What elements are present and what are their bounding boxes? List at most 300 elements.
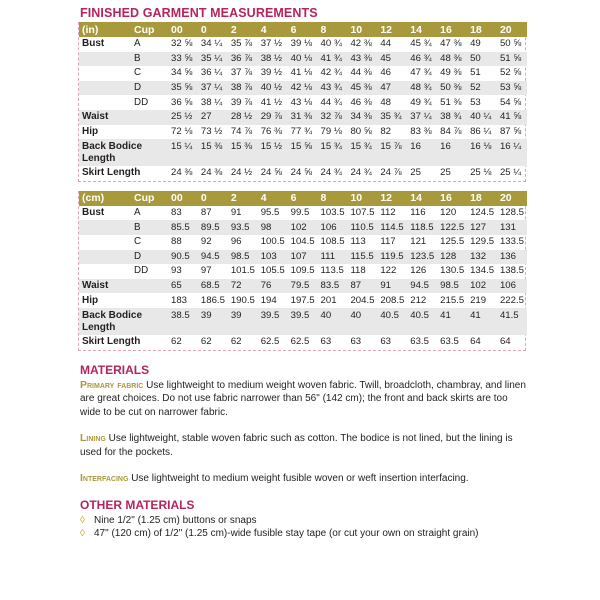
measurement-cell: 62 — [200, 336, 212, 348]
measurement-cell: 50 — [467, 52, 497, 67]
measurement-cell: 122 — [380, 265, 397, 277]
measurement-cell: 194 — [260, 294, 277, 306]
row-label-text: Back Bodice Length — [82, 309, 143, 333]
row-label — [79, 264, 131, 279]
row-label: Skirt Length — [82, 167, 141, 179]
measurement-cell: 72 — [228, 279, 258, 294]
row-label: Bust — [82, 38, 105, 50]
measurement-cell: 38.5 — [168, 308, 198, 335]
measurement-cell: 111 — [318, 250, 348, 265]
measurement-cell: 105.5 — [260, 265, 285, 277]
measurement-cell: 76 ⅜ — [260, 125, 283, 137]
measurement-cell: 49 ¾ — [410, 96, 432, 108]
measurement-cell: 136 — [497, 250, 527, 265]
measurement-cell: 46 — [380, 67, 392, 79]
cup-size: D — [131, 81, 168, 96]
measurement-cell: 219 — [470, 294, 487, 306]
measurement-cell: 94.5 — [407, 279, 437, 294]
measurement-cell: 204.5 — [350, 294, 375, 306]
measurement-cell: 46 ⅜ — [350, 96, 372, 108]
material-paragraph — [80, 432, 526, 459]
measurement-cell: 45 — [377, 52, 407, 67]
measurement-cell: 15 ⅞ — [377, 139, 407, 166]
row-label — [79, 235, 131, 250]
measurement-cell: 123.5 — [407, 250, 437, 265]
measurement-cell: 85.5 — [168, 220, 198, 235]
measurement-cell: 104.5 — [290, 236, 315, 248]
measurement-cell: 79 ⅛ — [320, 125, 342, 137]
measurement-cell: 40.5 — [407, 308, 437, 335]
measurement-cell: 40 ½ — [258, 81, 288, 96]
measurement-cell: 122.5 — [437, 220, 467, 235]
measurement-cell: 39 ⅞ — [230, 96, 253, 108]
measurement-row — [79, 125, 527, 140]
cup-size: D — [131, 250, 168, 265]
cup-size: DD — [134, 265, 149, 277]
other-material-item — [80, 527, 526, 541]
size-header: 2 — [228, 22, 258, 37]
measurement-row — [79, 166, 527, 181]
measurement-cell: 43 ¾ — [318, 81, 348, 96]
measurement-cell: 45 ¾ — [410, 38, 432, 50]
measurement-cell: 27 — [198, 110, 228, 125]
other-material-item — [80, 514, 526, 528]
measurement-cell: 35 ¾ — [377, 110, 407, 125]
size-header: 12 — [377, 22, 407, 37]
measurement-cell: 44 — [380, 38, 392, 50]
measurement-cell: 50 ⅜ — [437, 81, 467, 96]
measurement-cell: 54 ⅝ — [499, 96, 522, 108]
material-label: Primary fabric — [80, 378, 144, 391]
measurement-cell: 31 ⅜ — [288, 110, 318, 125]
measurement-cell: 40 — [347, 308, 377, 335]
measurement-cell: 16 ¼ — [497, 139, 527, 166]
bust-row — [79, 220, 527, 235]
measurement-cell: 39 ½ — [260, 67, 283, 79]
size-header: 18 — [467, 191, 497, 206]
measurement-cell: 37 ½ — [260, 38, 283, 50]
measurement-cell: 46 ¾ — [407, 52, 437, 67]
header-row — [79, 22, 527, 37]
measurement-cell: 39 — [198, 308, 228, 335]
measurement-cell: 119.5 — [377, 250, 407, 265]
measurement-cell: 28 ½ — [228, 110, 258, 125]
measurement-cell: 38 ¼ — [200, 96, 223, 108]
measurement-cell: 34 ⅜ — [347, 110, 377, 125]
size-header: 12 — [377, 191, 407, 206]
measurement-cell: 38 ½ — [258, 52, 288, 67]
measurement-cell: 132 — [467, 250, 497, 265]
size-header: 00 — [168, 191, 198, 206]
measurement-cell: 29 ⅞ — [258, 110, 288, 125]
measurement-cell: 64 — [470, 336, 481, 348]
measurement-cell: 48 ¾ — [407, 81, 437, 96]
measurement-cell: 131 — [497, 220, 527, 235]
measurement-cell: 25 ¼ — [499, 167, 522, 179]
bust-row — [79, 37, 527, 52]
measurement-cell: 64 — [499, 336, 511, 348]
measurement-cell: 24 ½ — [230, 167, 253, 179]
measurement-cell: 73 ½ — [200, 125, 223, 137]
measurement-cell: 35 ⅝ — [168, 81, 198, 96]
bust-row — [79, 250, 527, 265]
measurement-cell: 24 ⅞ — [380, 167, 402, 179]
measurement-cell: 50 ⅝ — [499, 38, 522, 50]
measurement-cell: 212 — [410, 294, 427, 306]
measurement-cell: 39 — [228, 308, 258, 335]
measurement-cell: 82 — [380, 125, 392, 137]
measurement-cell: 183 — [171, 294, 188, 306]
bust-row — [79, 235, 527, 250]
size-header: 18 — [467, 22, 497, 37]
bust-row — [79, 52, 527, 67]
cup-size: C — [134, 236, 142, 248]
bust-row — [79, 66, 527, 81]
diamond-bullet-icon: ◊ — [80, 528, 85, 539]
cup-size: A — [134, 38, 141, 50]
measurement-cell: 24 ¾ — [320, 167, 342, 179]
size-header: 14 — [407, 22, 437, 37]
measurement-cell: 99.5 — [290, 207, 310, 219]
measurement-cell: 32 ⅞ — [318, 110, 348, 125]
measurement-cell: 86 ¼ — [470, 125, 492, 137]
cup-size: DD — [134, 96, 149, 108]
size-header: 10 — [347, 191, 377, 206]
measurement-cell: 41 ⅝ — [497, 110, 527, 125]
measurement-cell: 103 — [258, 250, 288, 265]
measurement-cell: 128 — [437, 250, 467, 265]
measurement-cell: 63 — [320, 336, 332, 348]
measurement-cell: 98 — [258, 220, 288, 235]
measurement-cell: 43 ⅛ — [290, 96, 312, 108]
measurement-cell: 222.5 — [499, 294, 524, 306]
measurement-cell: 72 ⅛ — [171, 125, 193, 137]
measurement-cell: 74 ⅞ — [230, 125, 253, 137]
measurement-cell: 107 — [288, 250, 318, 265]
bust-row — [79, 206, 527, 221]
measurement-cell: 41.5 — [497, 308, 527, 335]
measurement-cell: 36 ⅞ — [228, 52, 258, 67]
measurement-cell: 63 — [350, 336, 362, 348]
measurement-cell: 83 — [171, 207, 182, 219]
measurement-cell: 15 ⅜ — [198, 139, 228, 166]
measurement-cell: 24 ⅝ — [260, 167, 283, 179]
page-title: FINISHED GARMENT MEASUREMENTS — [80, 6, 318, 20]
measurement-cell: 101.5 — [230, 265, 255, 277]
size-header: 2 — [228, 191, 258, 206]
measurement-cell: 208.5 — [380, 294, 405, 306]
document-page — [78, 6, 526, 541]
measurement-cell: 130.5 — [440, 265, 465, 277]
measurement-cell: 34 ⅝ — [171, 67, 193, 79]
measurement-cell: 32 ⅝ — [171, 38, 193, 50]
measurement-cell: 83.5 — [318, 279, 348, 294]
measurement-cell: 53 ⅝ — [497, 81, 527, 96]
measurement-cell: 106 — [497, 279, 527, 294]
size-header: 20 — [497, 22, 527, 37]
row-label — [79, 250, 131, 265]
measurement-cell: 134.5 — [470, 265, 495, 277]
material-text: Use lightweight to medium weight fusible woven or weft insertion interfacing. — [128, 473, 469, 484]
measurement-cell: 186.5 — [200, 294, 225, 306]
measurement-row — [79, 279, 527, 294]
measurement-cell: 52 ⅝ — [499, 67, 522, 79]
measurement-cell: 44 ¾ — [320, 96, 342, 108]
row-label: Waist — [79, 110, 168, 125]
measurement-cell: 16 — [437, 139, 467, 166]
measurement-cell: 15 ¼ — [168, 139, 198, 166]
row-label — [79, 308, 168, 335]
measurement-cell: 37 ⅞ — [230, 67, 253, 79]
measurement-cell: 80 ⅝ — [350, 125, 372, 137]
measurement-cell: 47 ⅜ — [440, 38, 462, 50]
measurement-cell: 37 ¼ — [407, 110, 437, 125]
header-row — [79, 191, 527, 206]
measurement-cell: 25 — [410, 167, 421, 179]
measurement-cell: 114.5 — [377, 220, 407, 235]
measurement-cell: 77 ¾ — [290, 125, 312, 137]
measurement-cell: 62.5 — [290, 336, 310, 348]
measurement-cell: 102 — [288, 220, 318, 235]
measurement-cell: 24 ⅜ — [171, 167, 193, 179]
measurement-cell: 51 ⅜ — [440, 96, 462, 108]
measurement-cell: 102 — [467, 279, 497, 294]
measurement-cell: 92 — [200, 236, 212, 248]
measurement-cell: 133.5 — [499, 236, 524, 248]
measurement-cell: 15 ¾ — [347, 139, 377, 166]
measurement-cell: 79.5 — [288, 279, 318, 294]
measurement-cell: 40 — [318, 308, 348, 335]
measurement-cell: 68.5 — [198, 279, 228, 294]
size-header: 6 — [288, 191, 318, 206]
size-header: 8 — [318, 191, 348, 206]
measurement-cell: 49 — [470, 38, 481, 50]
measurement-cell: 112 — [380, 207, 396, 219]
other-materials-list — [78, 514, 526, 541]
measurement-cell: 65 — [168, 279, 198, 294]
measurement-cell: 125.5 — [440, 236, 465, 248]
measurement-cell: 106 — [318, 220, 348, 235]
measurement-row — [79, 139, 527, 166]
measurement-row — [79, 335, 527, 350]
size-header: 4 — [258, 191, 288, 206]
material-label: Interfacing — [80, 472, 129, 484]
measurement-cell: 201 — [320, 294, 337, 306]
size-header: 0 — [198, 191, 228, 206]
measurement-cell: 116 — [410, 207, 426, 219]
row-label: Hip — [82, 294, 99, 306]
measurement-cell: 42 ⅛ — [288, 81, 318, 96]
measurement-cell: 41 — [467, 308, 497, 335]
measurement-cell: 118.5 — [407, 220, 437, 235]
row-label: Bust — [82, 207, 105, 219]
measurement-cell: 98.5 — [437, 279, 467, 294]
measurement-cell: 25 — [440, 167, 451, 179]
bust-row — [79, 95, 527, 110]
materials-list — [78, 379, 526, 486]
size-header: 16 — [437, 22, 467, 37]
inch-table-wrapper — [78, 22, 526, 182]
material-label: Lining — [80, 432, 106, 444]
measurement-cell: 63.5 — [440, 336, 459, 348]
unit-label: (cm) — [79, 191, 131, 206]
measurement-cell: 25 ⅛ — [470, 167, 492, 179]
measurement-cell: 103.5 — [320, 207, 345, 219]
measurement-cell: 41 ⅛ — [290, 67, 312, 79]
measurement-cell: 110.5 — [347, 220, 377, 235]
measurement-cell: 15 ⅝ — [288, 139, 318, 166]
size-header: 16 — [437, 191, 467, 206]
measurement-cell: 53 — [470, 96, 481, 108]
measurement-cell: 115.5 — [347, 250, 377, 265]
measurement-cell: 63 — [380, 336, 392, 348]
measurement-row — [79, 293, 527, 308]
measurement-cell: 25 ½ — [168, 110, 198, 125]
measurement-cell: 128.5 — [499, 207, 524, 219]
measurement-cell: 62.5 — [260, 336, 280, 348]
measurement-cell: 51 ⅝ — [497, 52, 527, 67]
measurement-cell: 41 ½ — [260, 96, 283, 108]
measurement-cell: 109.5 — [290, 265, 315, 277]
measurement-cell: 40.5 — [377, 308, 407, 335]
measurement-cell: 38 ⅞ — [228, 81, 258, 96]
measurement-cell: 121 — [410, 236, 427, 248]
measurement-cell: 124.5 — [470, 207, 495, 219]
measurement-cell: 15 ⅜ — [228, 139, 258, 166]
cm-measurements-table — [79, 191, 527, 350]
cup-size: B — [131, 52, 168, 67]
material-paragraph — [80, 472, 526, 486]
measurement-cell: 24 ⅝ — [290, 167, 312, 179]
measurement-cell: 40 ⅛ — [288, 52, 318, 67]
row-label: Skirt Length — [82, 336, 141, 348]
measurement-cell: 40 ¾ — [320, 38, 342, 50]
measurement-cell: 62 — [230, 336, 242, 348]
cup-size: C — [134, 67, 142, 79]
cup-header: Cup — [131, 191, 168, 206]
inch-measurements-table — [79, 22, 527, 181]
other-materials-heading: OTHER MATERIALS — [80, 497, 195, 512]
measurement-cell: 47 ¾ — [410, 67, 432, 79]
measurement-cell: 43 ⅜ — [347, 52, 377, 67]
measurement-cell: 113.5 — [320, 265, 344, 277]
measurement-cell: 120 — [440, 207, 457, 219]
row-label — [79, 52, 131, 67]
measurement-cell: 127 — [467, 220, 497, 235]
measurement-cell: 118 — [350, 265, 366, 277]
measurement-cell: 35 ⅞ — [230, 38, 253, 50]
measurement-cell: 95.5 — [260, 207, 280, 219]
measurement-cell: 215.5 — [440, 294, 465, 306]
measurement-cell: 16 — [407, 139, 437, 166]
measurement-cell: 38 ¾ — [437, 110, 467, 125]
measurement-cell: 84 ⅞ — [440, 125, 462, 137]
other-material-text: 47" (120 cm) of 1/2" (1.25 cm)-wide fusible stay tape (or cut your own on straight grain) — [94, 528, 479, 539]
size-header: 6 — [288, 22, 318, 37]
size-header: 14 — [407, 191, 437, 206]
measurement-cell: 87 — [200, 207, 212, 219]
measurement-cell: 91 — [377, 279, 407, 294]
row-label — [79, 220, 131, 235]
material-text: Use lightweight, stable woven fabric such as cotton. The bodice is not lined, but the lining is used for the pockets. — [80, 433, 513, 458]
cup-header: Cup — [131, 22, 168, 37]
size-header: 20 — [497, 191, 527, 206]
measurement-cell: 126 — [410, 265, 427, 277]
unit-label: (in) — [79, 22, 131, 37]
size-header: 8 — [318, 22, 348, 37]
measurement-cell: 108.5 — [320, 236, 345, 248]
measurement-cell: 36 ¼ — [200, 67, 223, 79]
measurement-cell: 40 ¼ — [467, 110, 497, 125]
measurement-cell: 39.5 — [258, 308, 288, 335]
measurement-cell: 62 — [171, 336, 182, 348]
measurement-cell: 98.5 — [228, 250, 258, 265]
row-label-text: Back Bodice Length — [82, 141, 143, 165]
row-label: Waist — [79, 279, 168, 294]
measurement-cell: 100.5 — [260, 236, 285, 248]
measurement-cell: 113 — [350, 236, 366, 248]
measurement-cell: 36 ⅝ — [171, 96, 193, 108]
measurement-cell: 15 ¾ — [318, 139, 348, 166]
measurement-cell: 96 — [230, 236, 242, 248]
measurement-cell: 37 ¼ — [198, 81, 228, 96]
measurement-cell: 83 ⅜ — [410, 125, 432, 137]
measurement-cell: 33 ⅝ — [168, 52, 198, 67]
row-label — [79, 95, 131, 110]
size-header: 0 — [198, 22, 228, 37]
measurement-cell: 34 ¼ — [200, 38, 223, 50]
row-label — [79, 66, 131, 81]
measurement-cell: 39.5 — [288, 308, 318, 335]
size-header: 4 — [258, 22, 288, 37]
measurement-cell: 87 — [347, 279, 377, 294]
measurement-cell: 97 — [200, 265, 212, 277]
measurement-cell: 129.5 — [470, 236, 495, 248]
measurement-cell: 93 — [171, 265, 182, 277]
measurement-cell: 190.5 — [230, 294, 255, 306]
measurement-cell: 24 ¾ — [350, 167, 372, 179]
size-header: 00 — [168, 22, 198, 37]
measurement-row — [79, 308, 527, 335]
materials-heading: MATERIALS — [80, 362, 150, 377]
measurement-cell: 93.5 — [228, 220, 258, 235]
bust-row — [79, 81, 527, 96]
measurement-cell: 138.5 — [499, 265, 524, 277]
cm-table-wrapper — [78, 191, 526, 351]
measurement-cell: 52 — [467, 81, 497, 96]
measurement-cell: 24 ⅜ — [200, 167, 223, 179]
row-label — [79, 81, 131, 96]
measurement-cell: 44 ⅜ — [350, 67, 372, 79]
bust-row — [79, 264, 527, 279]
measurement-row — [79, 110, 527, 125]
measurement-cell: 16 ⅛ — [467, 139, 497, 166]
measurement-cell: 47 — [377, 81, 407, 96]
measurement-cell: 89.5 — [198, 220, 228, 235]
row-label — [79, 139, 168, 166]
other-material-text: Nine 1/2" (1.25 cm) buttons or snaps — [94, 514, 257, 526]
measurement-cell: 88 — [171, 236, 182, 248]
size-header: 10 — [347, 22, 377, 37]
measurement-cell: 90.5 — [168, 250, 198, 265]
measurement-cell: 42 ¾ — [320, 67, 342, 79]
measurement-cell: 48 — [380, 96, 392, 108]
measurement-cell: 45 ⅜ — [347, 81, 377, 96]
measurement-cell: 94.5 — [198, 250, 228, 265]
row-label: Hip — [82, 125, 99, 137]
measurement-cell: 41 ¾ — [318, 52, 348, 67]
measurement-cell: 49 ⅜ — [440, 67, 462, 79]
